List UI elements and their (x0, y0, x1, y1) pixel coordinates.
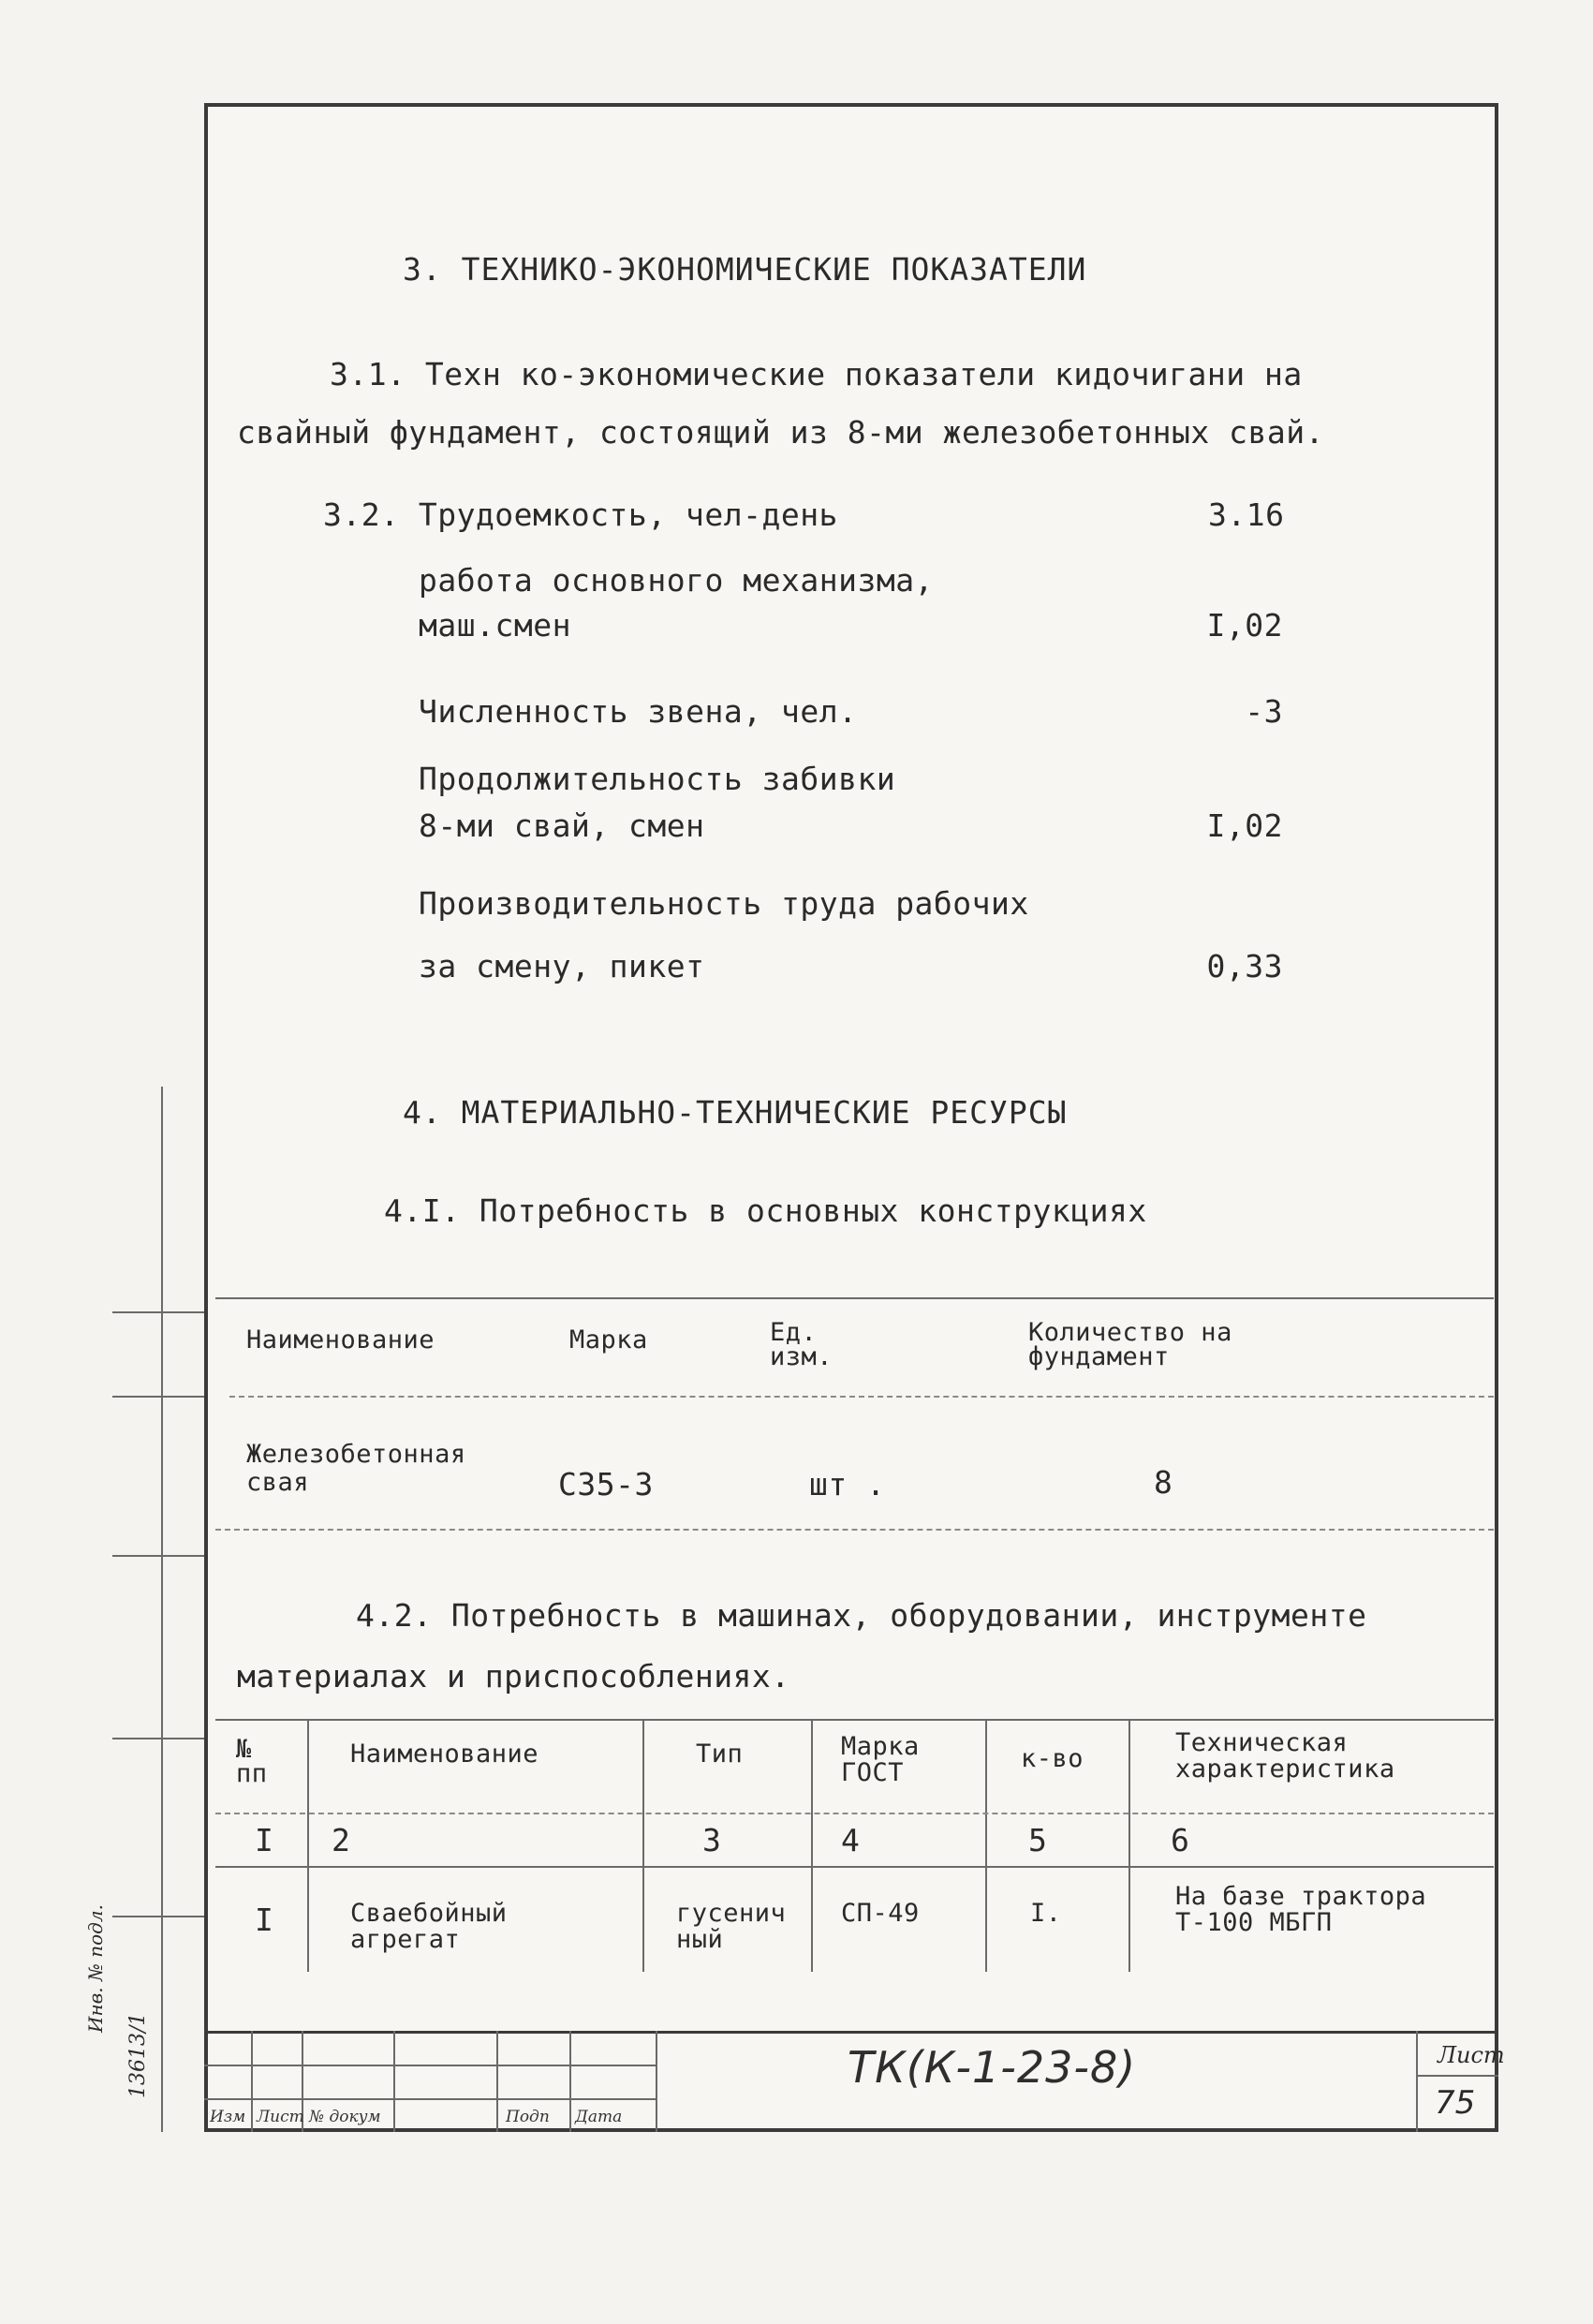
table2-top-rule (215, 1719, 1494, 1721)
left-strip-rule-4 (112, 1738, 204, 1739)
left-strip-rule-5 (112, 1916, 204, 1917)
table2-header-char-line1: Техническая (1175, 1728, 1349, 1757)
left-strip-outer-rule (161, 1087, 163, 2132)
table1-header-unit: Ед. изм. (770, 1318, 833, 1371)
table2-col2-rule (642, 1719, 644, 1972)
table2-col5-rule (1128, 1719, 1130, 1972)
table2-colnum-2: 2 (332, 1822, 351, 1858)
section-3-title: 3. ТЕХНИКО-ЭКОНОМИЧЕСКИЕ ПОКАЗАТЕЛИ (403, 251, 1087, 288)
productivity-value: 0,33 (1206, 948, 1283, 984)
table1-top-rule (215, 1297, 1494, 1299)
table2-cell-type-line1: гусенич (676, 1899, 787, 1928)
paragraph-3-1-line2: свайный фундамент, состоящий из 8-ми железобетонных свай. (237, 414, 1324, 451)
table2-cell-name-line2: агрегат (350, 1925, 461, 1954)
table2-cell-type-line2: ный (676, 1925, 724, 1954)
stamp-label-doc: № докум (309, 2108, 381, 2126)
section-4-title: 4. МАТЕРИАЛЬНО-ТЕХНИЧЕСКИЕ РЕСУРСЫ (403, 1094, 1068, 1131)
mechanism-line1: работа основного механизма, (419, 562, 934, 599)
table2-header-name: Наименование (350, 1739, 539, 1769)
table2-header-qty: к-во (1021, 1744, 1084, 1773)
stamp-sheet-col-rule (1416, 2031, 1418, 2132)
table1-cell-qty: 8 (1154, 1464, 1173, 1501)
stamp-row-rule-2 (204, 2098, 656, 2100)
labor-label: 3.2. Трудоемкость, чел-день (323, 496, 838, 533)
table2-cell-mark: СП-49 (841, 1899, 920, 1928)
document-code: ТК(К-1-23-8) (848, 2042, 1137, 2093)
table2-colnum-3: 3 (702, 1822, 722, 1858)
table1-cell-unit: шт . (809, 1466, 886, 1502)
stamp-sheet-rule (1416, 2075, 1498, 2077)
table1-header-name: Наименование (246, 1325, 435, 1354)
sheet-label: Лист (1438, 2042, 1505, 2068)
paragraph-4-2-line1: 4.2. Потребность в машинах, оборудовании, инструменте (356, 1597, 1367, 1634)
stamp-label-sign: Подп (506, 2108, 550, 2126)
table1-header-mark: Марка (569, 1325, 648, 1354)
stamp-row-rule-1 (204, 2065, 656, 2066)
productivity-line1: Производительность труда рабочих (419, 885, 1029, 922)
duration-line1: Продолжительность забивки (419, 761, 896, 797)
duration-value: I,02 (1206, 807, 1283, 844)
crew-label: Численность звена, чел. (419, 693, 858, 730)
table2-header-mark-line1: Марка (841, 1732, 920, 1761)
table2-header-char-line2: характеристика (1175, 1754, 1395, 1784)
left-strip-rule-2 (112, 1396, 204, 1398)
table2-header-type: Тип (696, 1739, 744, 1769)
mechanism-line2: маш.смен (419, 607, 571, 644)
mechanism-value: I,02 (1206, 607, 1283, 644)
table2-col3-rule (811, 1719, 813, 1972)
table2-cell-char-line2: Т-100 МБГП (1175, 1908, 1333, 1937)
table2-cell-num: I (255, 1902, 274, 1938)
table1-header-rule (229, 1396, 1494, 1398)
stamp-label-izm: Изм (210, 2108, 246, 2126)
table1-cell-mark: С35-3 (558, 1466, 654, 1502)
table2-colnum-1: I (255, 1822, 274, 1858)
table1-header-qty: Количество на фундамент (1028, 1318, 1232, 1371)
table2-header-mark-line2: ГОСТ (841, 1758, 905, 1787)
stamp-top-rule (204, 2031, 1498, 2034)
stamp-col-rule-1 (251, 2031, 253, 2132)
table1-cell-name-line2: свая (246, 1468, 310, 1497)
inventory-label: Инв. № подл. (84, 1904, 107, 2033)
table2-col1-rule (307, 1719, 309, 1972)
stamp-col-rule-3 (393, 2031, 395, 2132)
table2-colnum-bottom-rule (215, 1866, 1494, 1868)
paragraph-4-1-title: 4.I. Потребность в основных конструкциях (384, 1192, 1147, 1229)
left-strip-rule-1 (112, 1311, 204, 1313)
productivity-line2: за смену, пикет (419, 948, 705, 984)
table2-colnum-4: 4 (841, 1822, 861, 1858)
table2-cell-char-line1: На базе трактора (1175, 1882, 1427, 1911)
paragraph-4-2-line2: материалах и приспособлениях. (237, 1658, 790, 1695)
stamp-label-list: Лист (257, 2108, 304, 2126)
table2-colnum-top-rule (215, 1813, 1494, 1814)
stamp-col-rule-5 (569, 2031, 571, 2132)
table1-bottom-rule (215, 1529, 1494, 1531)
stamp-label-date: Дата (575, 2108, 623, 2126)
table2-header-num: № пп (236, 1735, 268, 1788)
table2-colnum-5: 5 (1028, 1822, 1048, 1858)
stamp-col-rule-4 (496, 2031, 498, 2132)
sheet-number: 75 (1435, 2084, 1476, 2122)
left-strip-rule-3 (112, 1555, 204, 1557)
table2-cell-name-line1: Сваебойный (350, 1899, 508, 1928)
labor-value: 3.16 (1208, 496, 1285, 533)
table2-colnum-6: 6 (1171, 1822, 1190, 1858)
paragraph-3-1-line1: 3.1. Техн ко-экономические показатели кидочигани на (330, 356, 1303, 392)
crew-value: -3 (1245, 693, 1283, 730)
table2-col4-rule (985, 1719, 987, 1972)
duration-line2: 8-ми свай, смен (419, 807, 705, 844)
stamp-col-rule-6 (656, 2031, 657, 2132)
table2-cell-qty: I. (1030, 1899, 1062, 1928)
inventory-number: 13613/1 (126, 2012, 150, 2098)
table1-cell-name-line1: Железобетонная (246, 1440, 466, 1469)
